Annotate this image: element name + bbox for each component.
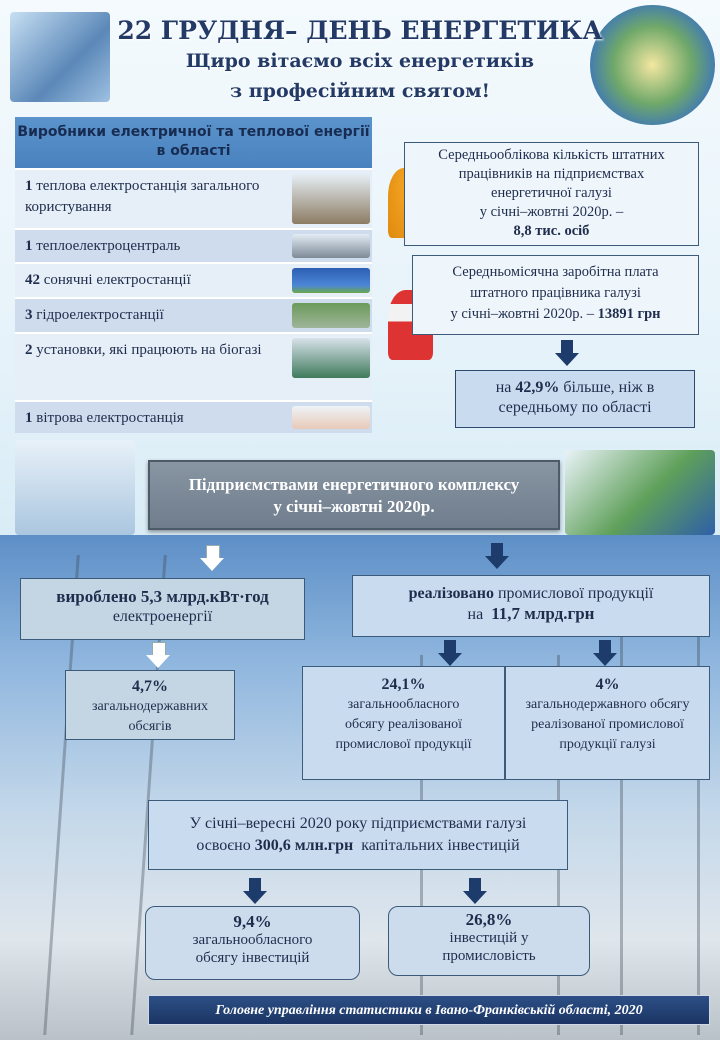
producer-count: 2 [25,342,33,358]
producer-label: вітрова електростанція [36,410,184,426]
arrow-down-icon [593,640,617,666]
salary-period: у січні–жовтні 2020р. – [450,306,595,322]
producers-table [15,117,372,433]
invest-region-box [145,906,360,980]
invest-industry-box [388,906,590,976]
arrow-down-icon [463,878,487,904]
producer-label: теплова електростанція загального користування [25,178,260,215]
banner-line2: у січні–жовтні 2020р. [273,497,435,516]
produced-share-text: загальнодержавних обсягів [91,699,209,734]
sold-label: реалізовано [408,585,494,602]
producer-count: 3 [25,307,33,323]
produced-share-value: 4,7% [132,678,168,695]
produced-box [20,578,305,640]
sold-state-text: загальнодержавного обсягу реалізованої промислової продукції галузі [525,697,690,752]
compare-value: 42,9% [515,379,560,396]
investment-text: У січні–вересні 2020 року підприємствами галузі [189,815,527,832]
thermal-plant-icon [292,174,370,224]
invest-region-text: загальнообласного обсягу інвестицій [192,932,313,966]
produced-text: електроенергії [112,608,213,625]
produced-value: вироблено 5,3 млрд.кВт·год [56,587,269,606]
invest-region-value: 9,4% [233,912,272,931]
engineer-illustration [15,440,135,535]
arrow-down-icon [200,545,224,571]
wind-turbine-icon [292,406,370,429]
arrow-down-icon [438,640,462,666]
compare-suffix: більше, ніж в середньому по області [498,379,655,416]
produced-share-box [65,670,235,740]
salary-value: 13891 грн [597,306,661,322]
investment-prefix: освоєно [196,837,251,854]
workers-box [404,142,699,246]
producer-label: теплоелектроцентраль [36,238,181,254]
producers-title: Виробники електричної та теплової енергії в області [15,117,372,168]
footer-source: Головне управління статистики в Івано-Франківській області, 2020 [148,995,710,1025]
sold-state-box [505,666,710,780]
producer-label: установки, які працюють на біогазі [36,342,262,358]
producer-label: гідроелектростанції [36,307,164,323]
sold-region-text: загальнообласного обсягу реалізованої промислової продукції [335,697,472,752]
producer-count: 1 [25,238,33,254]
sold-region-box [302,666,505,780]
enterprises-banner [148,460,560,530]
workers-period: у січні–жовтні 2020р. – [479,204,624,220]
banner-line1: Підприємствами енергетичного комплексу [188,475,520,494]
salary-text: Середньомісячна заробітна плата штатного працівника галузі [452,264,659,301]
salary-line [413,304,698,325]
subtitle-line1: Щиро вітаємо всіх енергетиків [185,50,535,72]
solar-panel-icon [292,268,370,293]
page-title: 22 ГРУДНЯ– ДЕНЬ ЕНЕРГЕТИКА [117,16,603,45]
producer-row [15,297,372,332]
producer-row [15,168,372,228]
workers-value: 8,8 тис. осіб [513,223,590,239]
producer-row [15,262,372,297]
hydro-plant-icon [292,303,370,328]
producer-label: сонячні електростанції [43,272,191,288]
arrow-down-icon [555,340,579,366]
sold-text: промислової продукції [497,585,654,602]
producer-row [15,332,372,400]
producer-count: 1 [25,178,33,194]
invest-industry-value: 26,8% [465,910,513,929]
producer-row [15,400,372,433]
producer-row [15,228,372,262]
salary-box [412,255,699,335]
arrow-down-icon [485,543,509,569]
workers-text: Середньооблікова кількість штатних працівників на підприємствах енергетичної галузі [438,147,665,201]
arrow-down-icon [146,642,170,668]
investment-suffix: капітальних інвестицій [361,837,520,854]
investment-box [148,800,568,870]
compare-prefix: на [495,379,512,396]
solar-globe-illustration [565,450,715,535]
sold-value: 11,7 млрд.грн [491,604,595,623]
producer-count: 1 [25,410,33,426]
sold-region-value: 24,1% [381,676,426,693]
sold-state-value: 4% [595,676,620,693]
biogas-icon [292,338,370,378]
sold-prefix: на [467,606,484,623]
invest-industry-text: інвестицій у промисловість [442,930,536,964]
salary-compare-box [455,370,695,428]
sold-box [352,575,710,637]
investment-value: 300,6 млн.грн [254,837,354,854]
arrow-down-icon [243,878,267,904]
power-pylon-icon [292,234,370,258]
subtitle-line2: з професійним святом! [230,80,490,102]
producer-count: 42 [25,272,40,288]
